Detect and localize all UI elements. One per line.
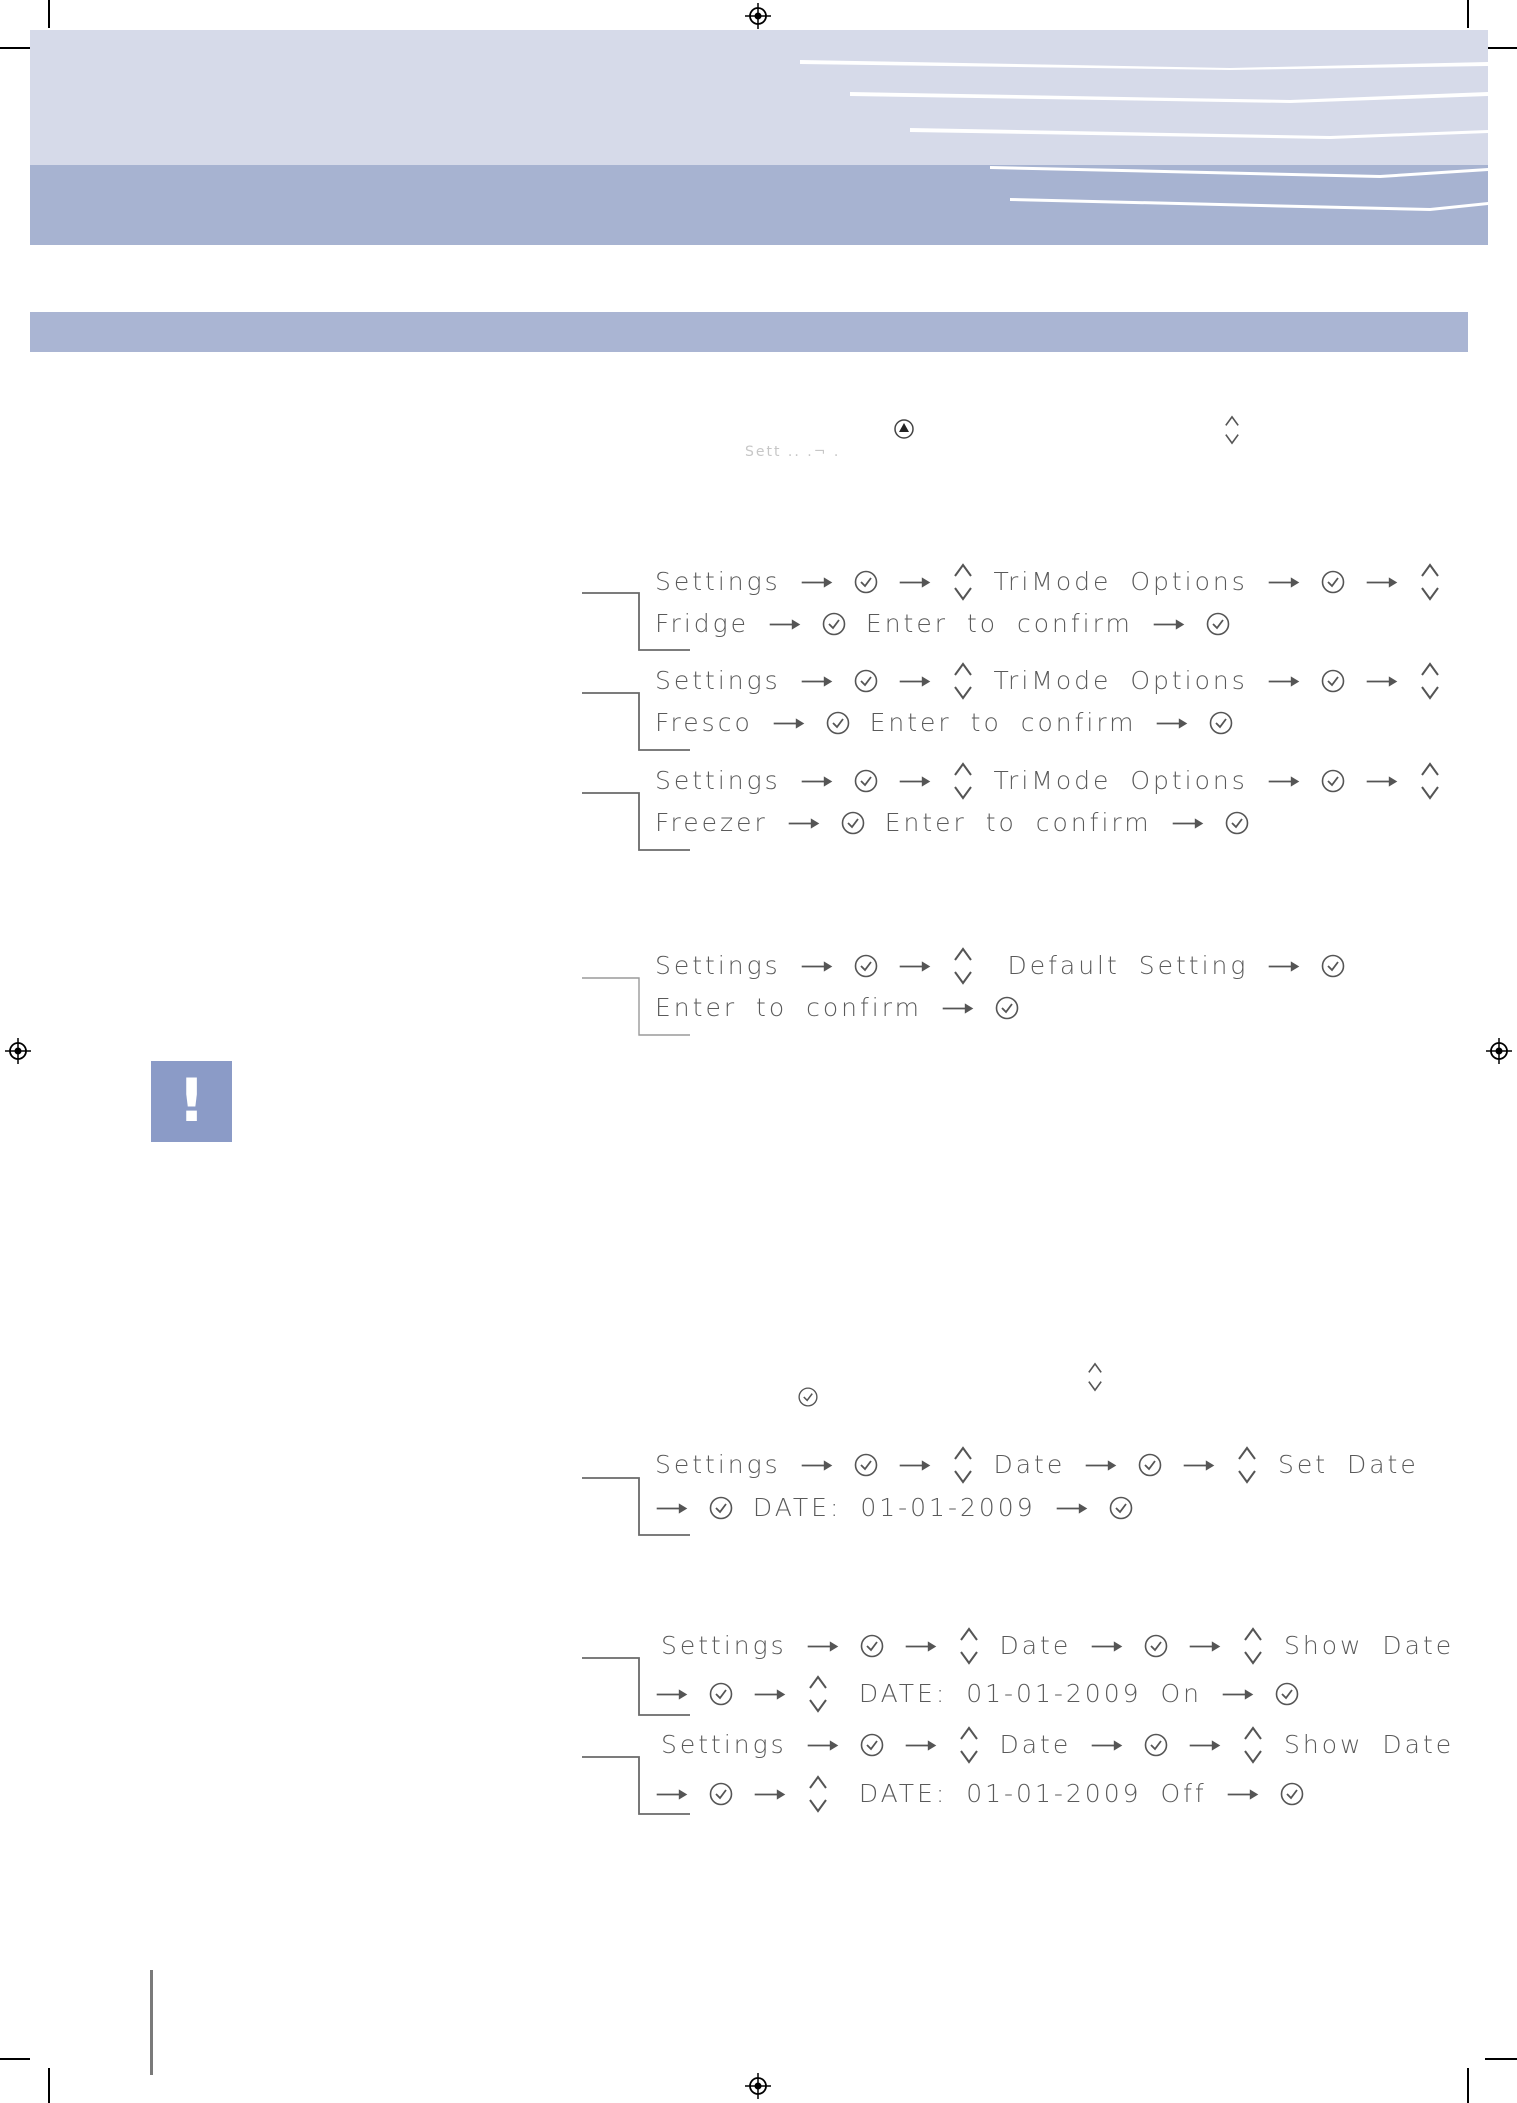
set-date-line1: Settings Date Set Date: [655, 1443, 1419, 1487]
arrow-right-icon: [1188, 1737, 1222, 1754]
trimode-row-fresco-line2: Fresco Enter to confirm: [655, 707, 1234, 738]
show-date-off-line2: DATE: 01-01-2009 Off: [655, 1772, 1305, 1816]
check-circle-icon: [1137, 1452, 1163, 1478]
up-down-icon: [1241, 1624, 1265, 1668]
check-circle-icon: [853, 1452, 879, 1478]
default-setting-line1: Settings Default Setting: [655, 944, 1346, 988]
arrow-right-icon: [772, 715, 806, 732]
up-down-icon: [1085, 1360, 1105, 1394]
up-down-icon: [951, 944, 975, 988]
arrow-right-icon: [806, 1638, 840, 1655]
arrow-right-icon: [1365, 574, 1399, 591]
check-circle-icon: [853, 569, 879, 595]
up-down-icon: [951, 659, 975, 703]
arrow-right-icon: [904, 1638, 938, 1655]
arrow-right-icon: [1365, 673, 1399, 690]
arrow-right-icon: [1221, 1686, 1255, 1703]
arrow-right-icon: [655, 1500, 689, 1517]
check-circle-icon: [708, 1681, 734, 1707]
crop-mark: [0, 47, 30, 49]
check-circle-icon: [840, 810, 866, 836]
show-date-on-line2: DATE: 01-01-2009 On: [655, 1672, 1300, 1716]
up-down-icon: [1418, 659, 1442, 703]
up-down-icon: [1418, 759, 1442, 803]
up-down-icon: [957, 1624, 981, 1668]
check-circle-icon: [853, 668, 879, 694]
show-date-on-line1: Settings Date Show Date: [661, 1624, 1454, 1668]
check-circle-icon: [708, 1781, 734, 1807]
arrow-right-icon: [1226, 1786, 1260, 1803]
arrow-right-icon: [753, 1786, 787, 1803]
check-circle-icon: [853, 768, 879, 794]
arrow-right-icon: [1171, 815, 1205, 832]
check-circle-icon: [1205, 611, 1231, 637]
arrow-right-icon: [898, 958, 932, 975]
up-down-icon: [1418, 560, 1442, 604]
registration-mark-icon: [5, 1038, 31, 1064]
arrow-right-icon: [655, 1686, 689, 1703]
arrow-right-icon: [655, 1786, 689, 1803]
check-circle-icon: [853, 953, 879, 979]
check-circle-icon: [1108, 1495, 1134, 1521]
up-down-icon: [1235, 1443, 1259, 1487]
up-down-icon: [957, 1723, 981, 1767]
check-circle-icon: [1320, 953, 1346, 979]
trimode-row-fridge-line2: Fridge Enter to confirm: [655, 608, 1231, 639]
check-circle-icon: [797, 1386, 819, 1408]
arrow-right-icon: [753, 1686, 787, 1703]
arrow-right-icon: [1267, 773, 1301, 790]
arrow-right-icon: [898, 574, 932, 591]
check-circle-icon: [994, 995, 1020, 1021]
crop-mark: [48, 2068, 50, 2103]
trimode-row-freezer-line1: Settings TriMode Options: [655, 759, 1442, 803]
check-circle-icon: [708, 1495, 734, 1521]
warning-icon: [151, 1061, 232, 1142]
up-down-icon: [806, 1772, 830, 1816]
check-circle-icon: [1143, 1732, 1169, 1758]
nav-button-icon: [893, 418, 915, 440]
check-circle-icon: [825, 710, 851, 736]
up-down-icon: [951, 560, 975, 604]
up-down-icon: [1222, 413, 1242, 447]
arrow-right-icon: [787, 815, 821, 832]
check-circle-icon: [1143, 1633, 1169, 1659]
check-circle-icon: [1208, 710, 1234, 736]
faint-label: Sett .. .¬ .: [745, 444, 841, 460]
up-down-icon: [806, 1672, 830, 1716]
arrow-right-icon: [1090, 1638, 1124, 1655]
arrow-right-icon: [1365, 773, 1399, 790]
check-circle-icon: [1320, 768, 1346, 794]
page-margin-rule: [150, 1970, 153, 2075]
section-bar: [30, 312, 1468, 352]
set-date-line2: DATE: 01-01-2009: [655, 1492, 1134, 1523]
up-down-icon: [951, 1443, 975, 1487]
arrow-right-icon: [1084, 1457, 1118, 1474]
trimode-row-fresco-line1: Settings TriMode Options: [655, 659, 1442, 703]
arrow-right-icon: [1152, 616, 1186, 633]
arrow-right-icon: [1155, 715, 1189, 732]
check-circle-icon: [1279, 1781, 1305, 1807]
arrow-right-icon: [768, 616, 802, 633]
arrow-right-icon: [800, 574, 834, 591]
warning-symbol: !: [177, 1066, 206, 1136]
arrow-right-icon: [800, 958, 834, 975]
trimode-row-fridge-line1: Settings TriMode Options: [655, 560, 1442, 604]
arrow-right-icon: [941, 1000, 975, 1017]
arrow-right-icon: [1267, 958, 1301, 975]
trimode-row-freezer-line2: Freezer Enter to confirm: [655, 807, 1250, 838]
crop-mark: [1485, 2058, 1517, 2060]
crop-mark: [48, 0, 50, 28]
check-circle-icon: [1274, 1681, 1300, 1707]
check-circle-icon: [859, 1732, 885, 1758]
registration-mark-icon: [1486, 1038, 1512, 1064]
up-down-icon: [1241, 1723, 1265, 1767]
arrow-right-icon: [898, 673, 932, 690]
check-circle-icon: [1224, 810, 1250, 836]
arrow-right-icon: [800, 773, 834, 790]
arrow-right-icon: [1182, 1457, 1216, 1474]
check-circle-icon: [1320, 668, 1346, 694]
check-circle-icon: [859, 1633, 885, 1659]
check-circle-icon: [1320, 569, 1346, 595]
arrow-right-icon: [1267, 574, 1301, 591]
arrow-right-icon: [1267, 673, 1301, 690]
registration-mark-icon: [745, 3, 771, 29]
arrow-right-icon: [898, 1457, 932, 1474]
check-circle-icon: [821, 611, 847, 637]
header-banner: [30, 30, 1488, 245]
arrow-right-icon: [898, 773, 932, 790]
crop-mark: [0, 2058, 30, 2060]
arrow-right-icon: [904, 1737, 938, 1754]
arrow-right-icon: [1188, 1638, 1222, 1655]
crop-mark: [1485, 47, 1517, 49]
show-date-off-line1: Settings Date Show Date: [661, 1723, 1454, 1767]
crop-mark: [1467, 2068, 1469, 2103]
arrow-right-icon: [1090, 1737, 1124, 1754]
registration-mark-icon: [745, 2073, 771, 2099]
arrow-right-icon: [800, 1457, 834, 1474]
crop-mark: [1467, 0, 1469, 28]
up-down-icon: [951, 759, 975, 803]
default-setting-line2: Enter to confirm: [655, 992, 1020, 1023]
arrow-right-icon: [806, 1737, 840, 1754]
arrow-right-icon: [1055, 1500, 1089, 1517]
arrow-right-icon: [800, 673, 834, 690]
